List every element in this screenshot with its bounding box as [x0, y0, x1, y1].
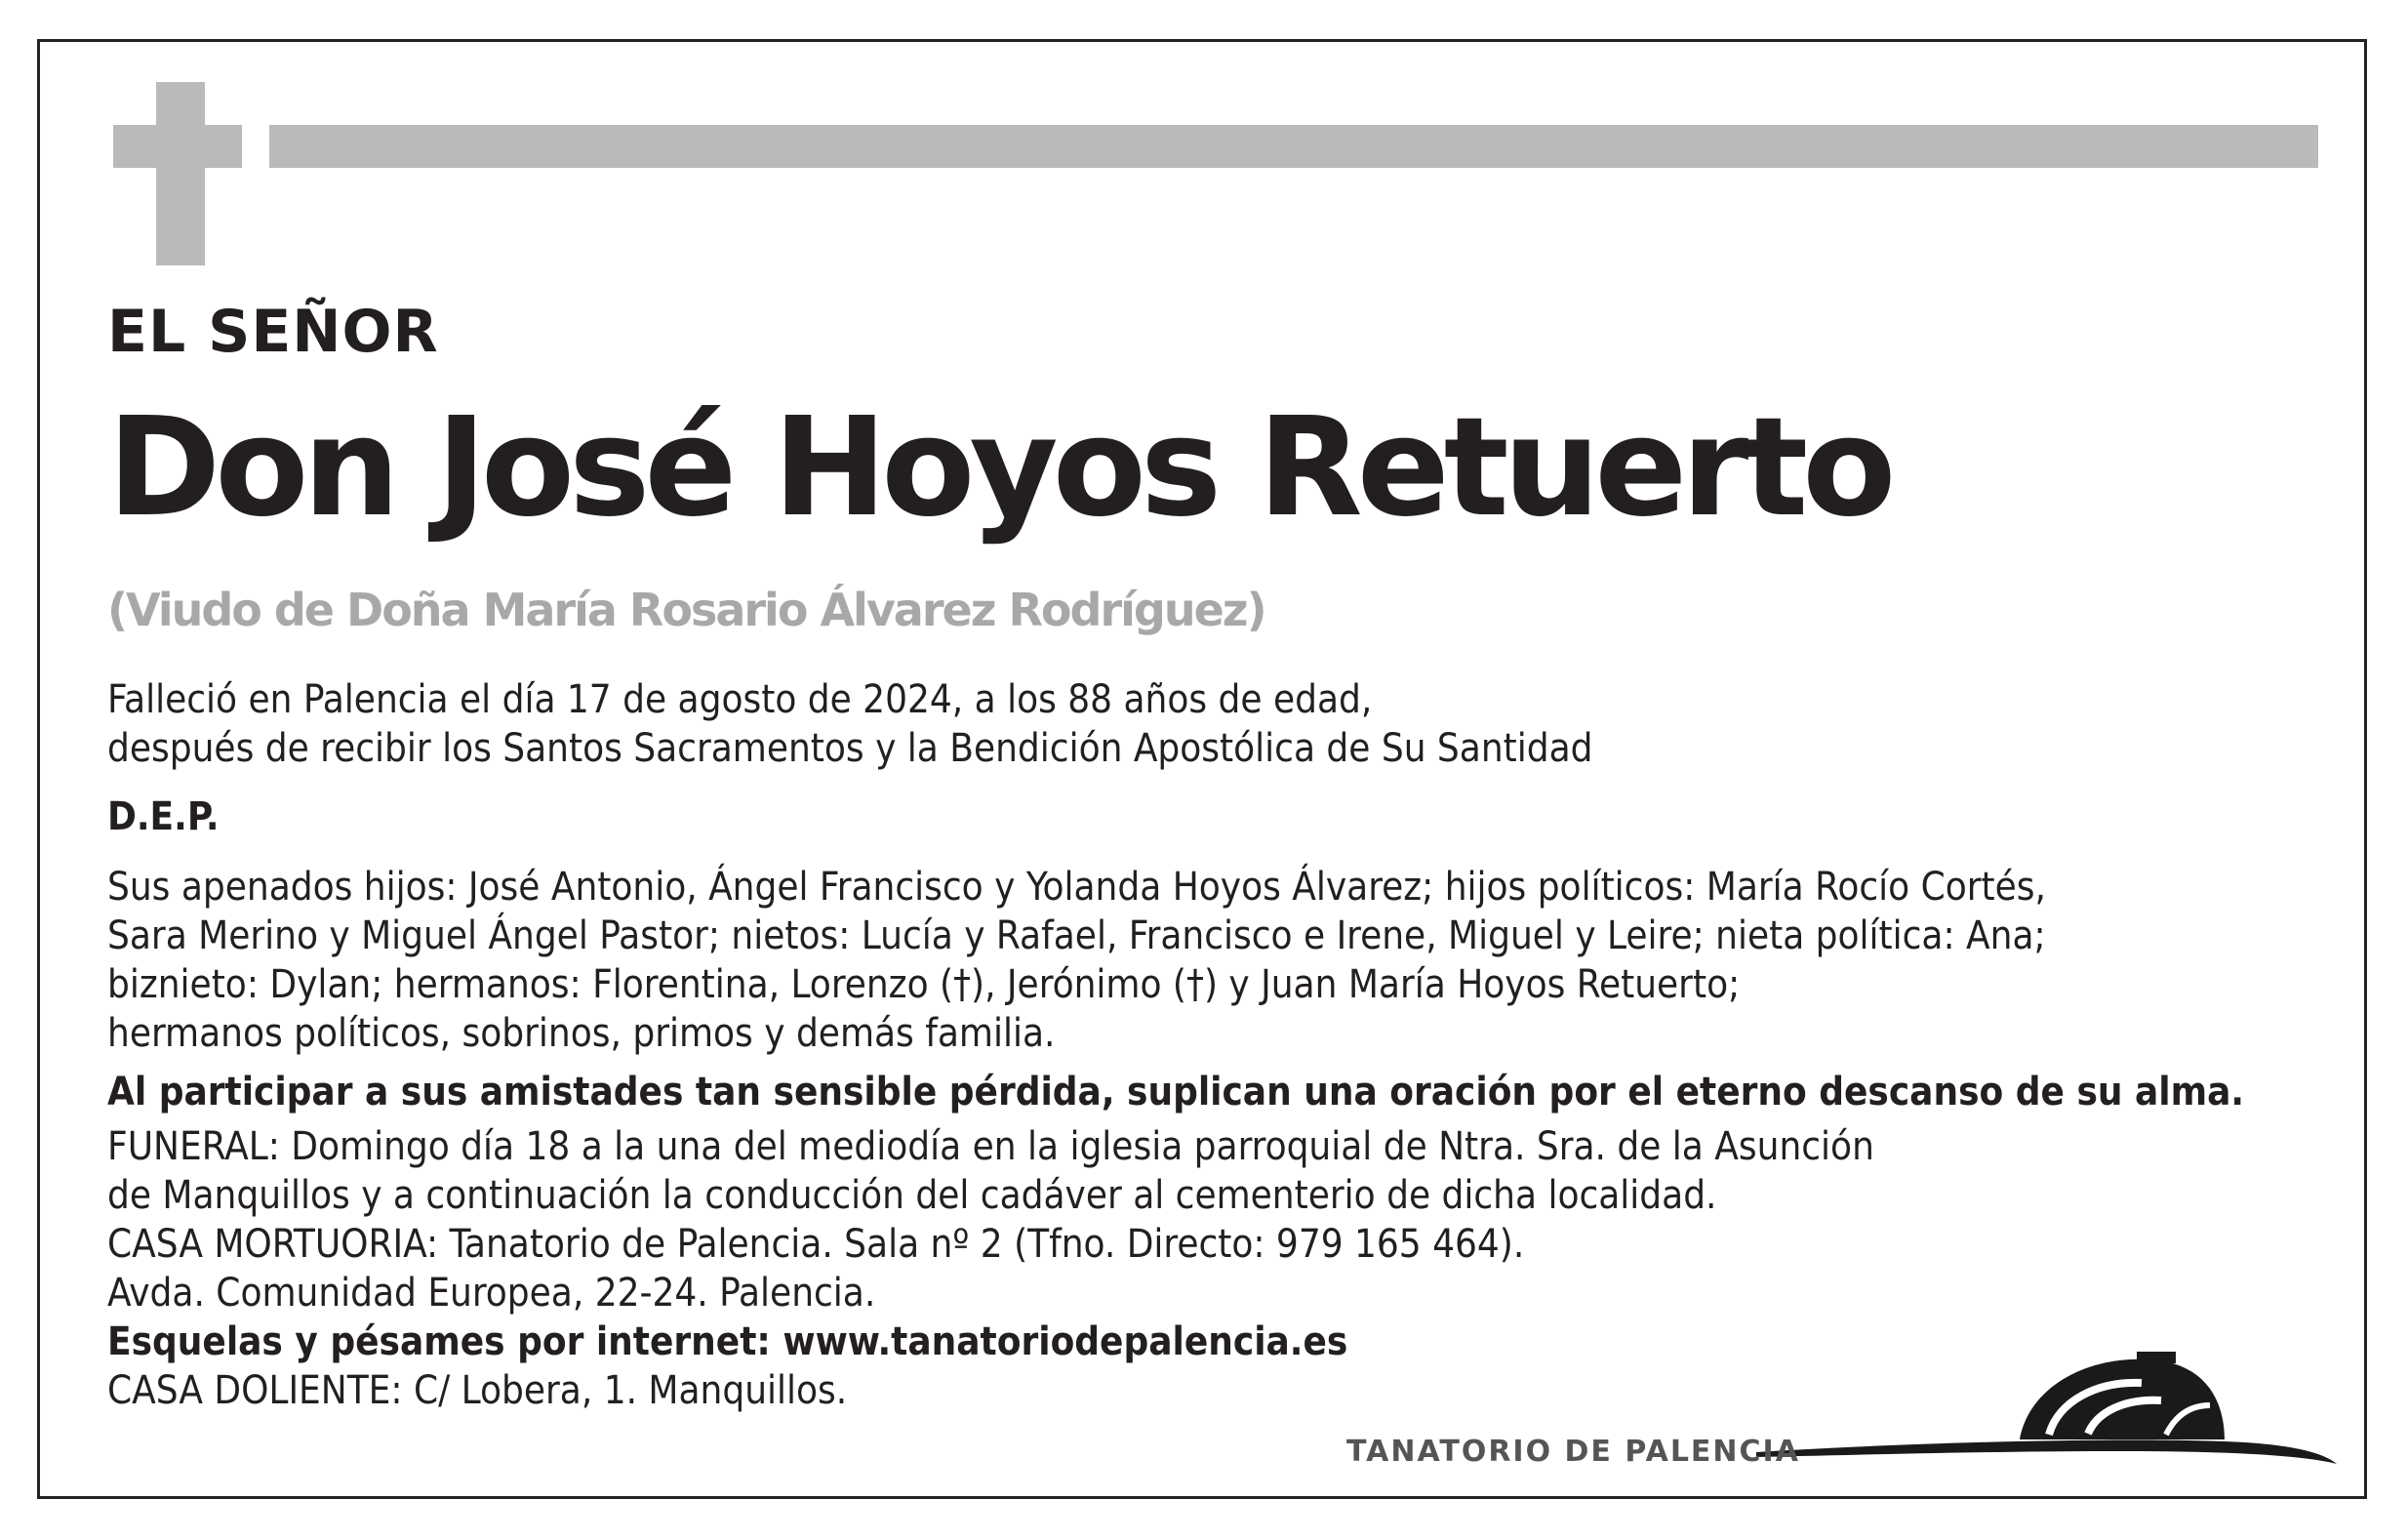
family-line: hermanos políticos, sobrinos, primos y demás familia. — [107, 1011, 1056, 1056]
cross-icon — [156, 82, 205, 265]
logo-dome-icon — [2020, 1352, 2225, 1439]
cross-icon-arm — [113, 125, 242, 168]
home-line: CASA DOLIENTE: C/ Lobera, 1. Manquillos. — [107, 1368, 848, 1413]
deceased-name: Don José Hoyos Retuerto — [107, 388, 1891, 547]
death-notice-line: después de recibir los Santos Sacramentos y la Bendición Apostólica de Su Santidad — [107, 726, 1593, 771]
dep-label: D.E.P. — [107, 794, 220, 839]
logo-text: TANATORIO DE PALENCIA — [1346, 1435, 1800, 1469]
mortuary-line: CASA MORTUORIA: Tanatorio de Palencia. Sala nº 2 (Tfno. Directo: 979 165 464). — [107, 1222, 1525, 1267]
funeral-line: FUNERAL: Domingo día 18 a la una del mediodía en la iglesia parroquial de Ntra. Sra. de la Asunción — [107, 1124, 1874, 1169]
family-list — [107, 863, 2046, 1058]
funeral-line: de Manquillos y a continuación la conducción del cadáver al cementerio de dicha localidad. — [107, 1173, 1717, 1218]
header-bar — [269, 125, 2318, 168]
mortuary-line: Avda. Comunidad Europea, 22-24. Palencia. — [107, 1271, 876, 1316]
death-notice — [107, 675, 1593, 773]
notice-title: EL SEÑOR — [107, 298, 439, 366]
death-notice-line: Falleció en Palencia el día 17 de agosto de 2024, a los 88 años de edad, — [107, 677, 1373, 722]
logo-swoosh — [1756, 1439, 2337, 1464]
internet-line: Esquelas y pésames por internet: www.tanatoriodepalencia.es — [107, 1319, 1348, 1364]
family-line: Sus apenados hijos: José Antonio, Ángel Francisco y Yolanda Hoyos Álvarez; hijos políticos: María Rocío Cortés, — [107, 865, 2046, 910]
family-line: Sara Merino y Miguel Ángel Pastor; nietos: Lucía y Rafael, Francisco e Irene, Miguel y Leire; nieta política: Ana; — [107, 913, 2046, 958]
tanatorio-logo — [1346, 1332, 2342, 1488]
family-line: biznieto: Dylan; hermanos: Florentina, Lorenzo (†), Jerónimo (†) y Juan María Hoyos Retuerto; — [107, 962, 1741, 1007]
prayer-text: Al participar a sus amistades tan sensible pérdida, suplican una oración por el eterno descanso de su alma. — [107, 1070, 2245, 1114]
widow-note: (Viudo de Doña María Rosario Álvarez Rodríguez) — [107, 584, 1265, 636]
